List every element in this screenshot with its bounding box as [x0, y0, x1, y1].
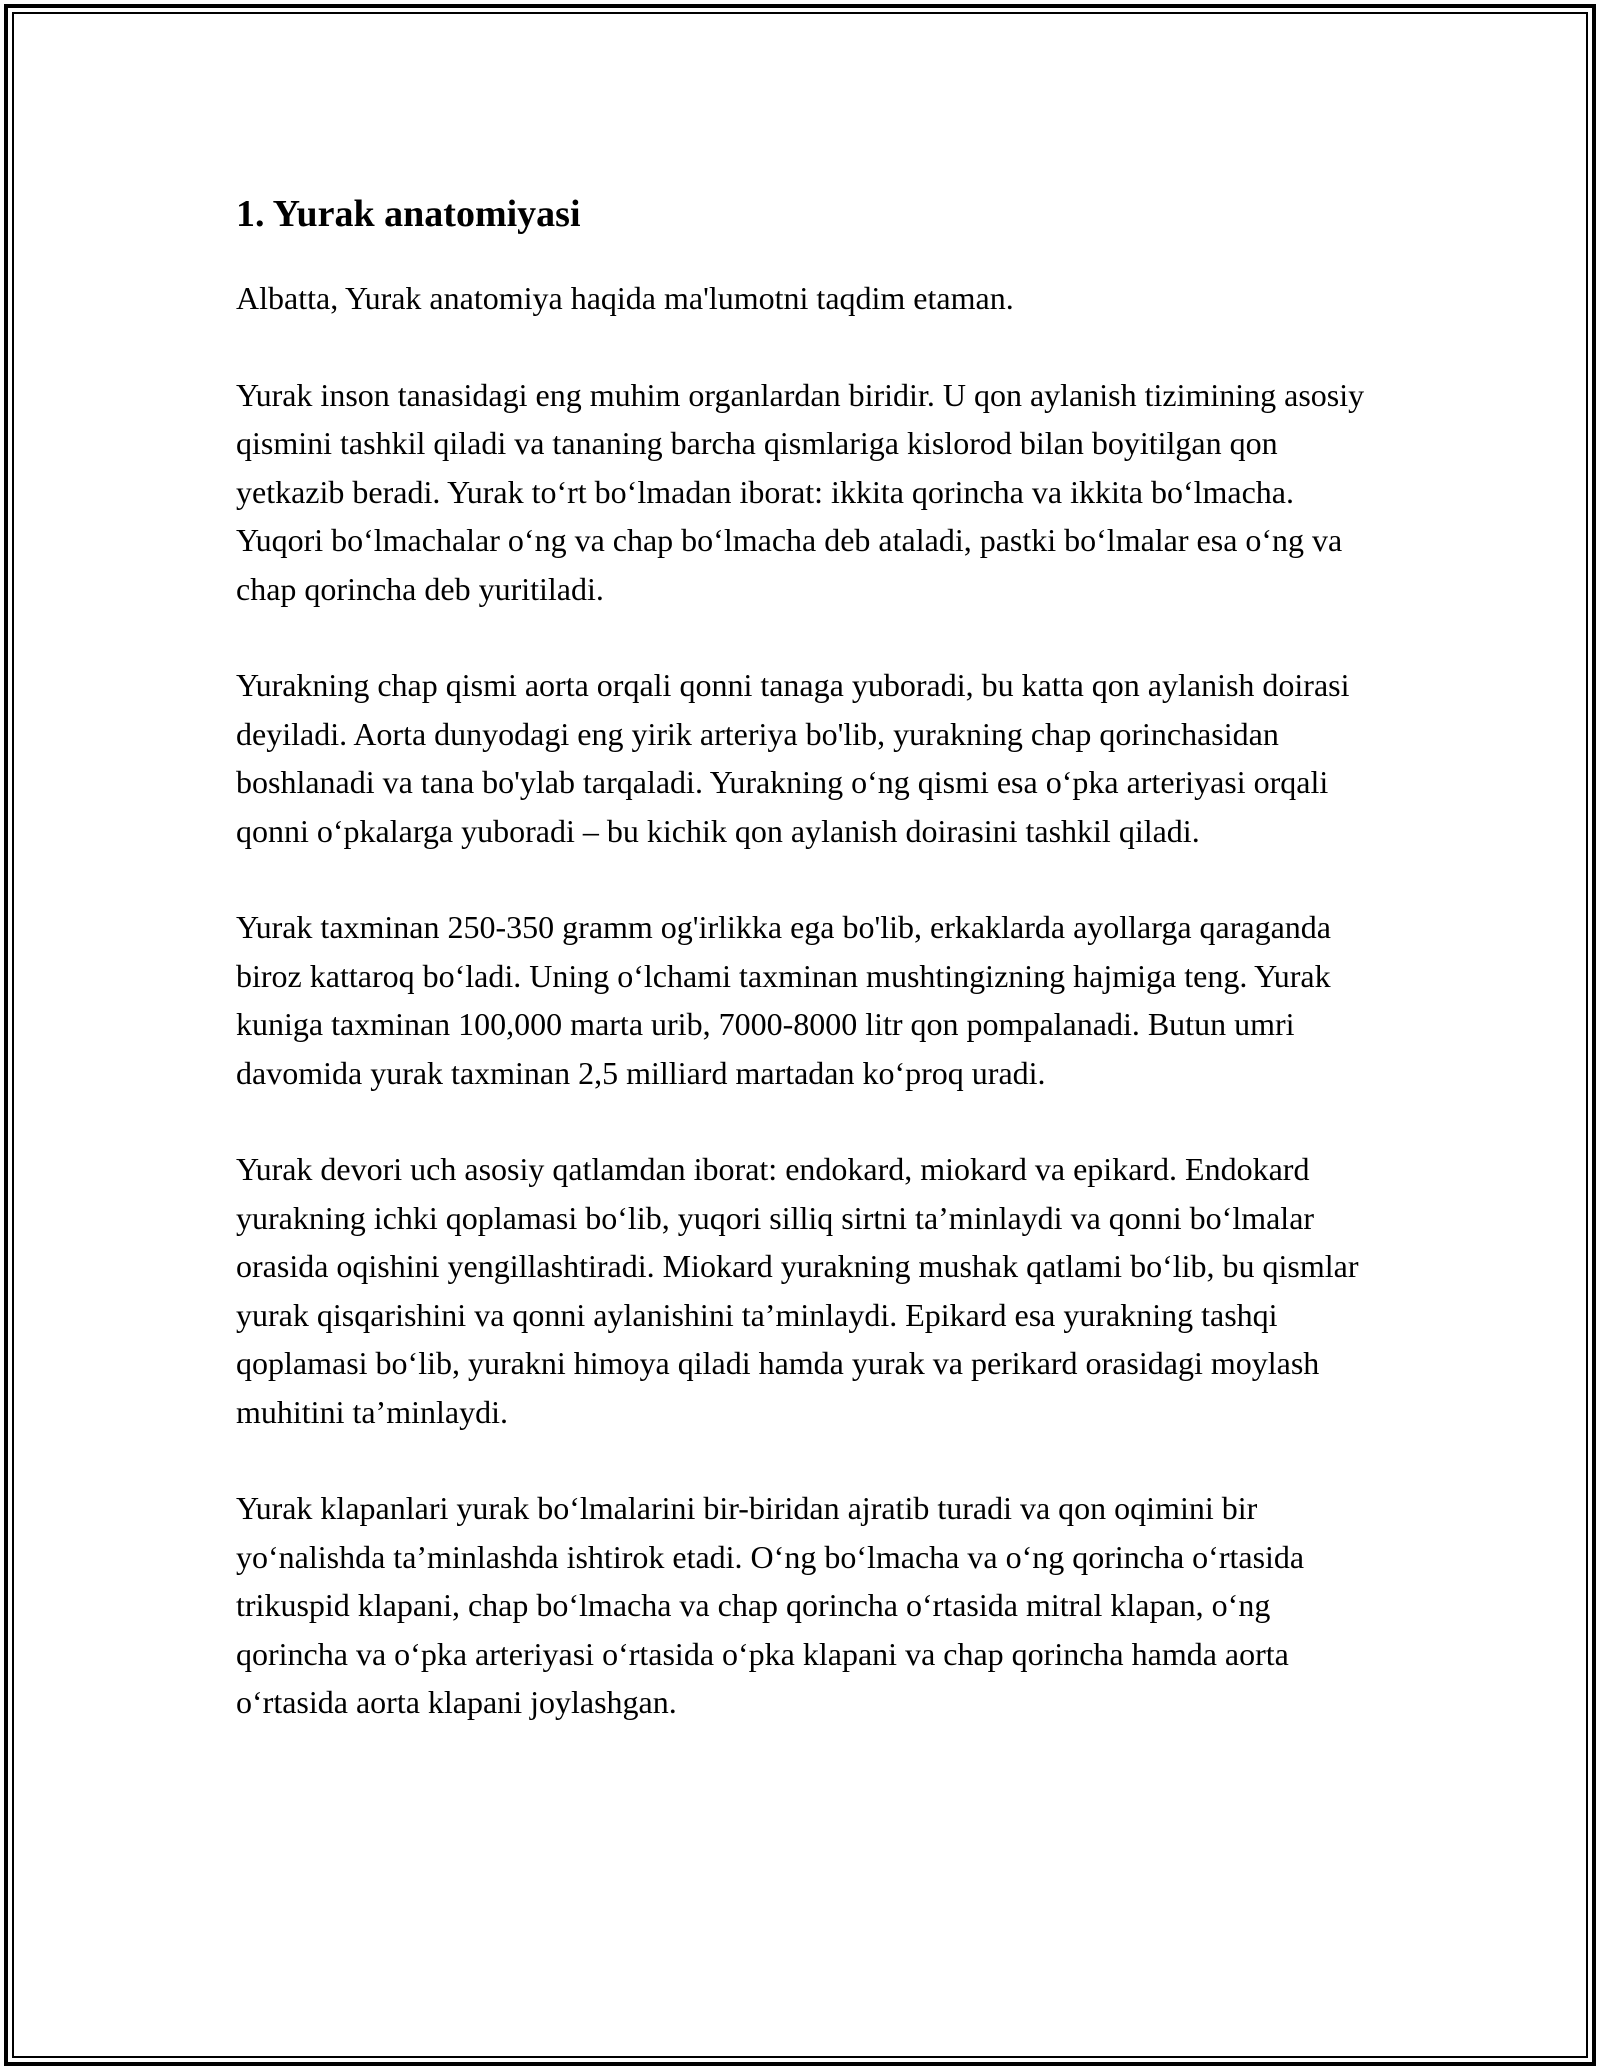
overview-paragraph: Yurak inson tanasidagi eng muhim organlardan biridir. U qon aylanish tizimining asosiy qismini tashkil qiladi va tananing barcha qismlariga kislorod bilan boyitilgan qon yetkazib beradi. Yurak to‘rt bo‘lmadan iborat: ikkita qorincha va ikkita bo‘lmacha. Yuqori bo‘lmachalar o‘ng va chap bo‘lmacha deb ataladi, pastki bo‘lmalar esa o‘ng va chap qorincha deb yuritiladi.: [236, 376, 1365, 607]
heart-valves-paragraph: Yurak klapanlari yurak bo‘lmalarini bir-biridan ajratib turadi va qon oqimini bir yo‘nalishda ta’minlashda ishtirok etadi. O‘ng bo‘lmacha va o‘ng qorincha o‘rtasida trikuspid klapani, chap bo‘lmacha va chap qorincha o‘rtasida mitral klapan, o‘ng qorincha va o‘pka arteriyasi o‘rtasida o‘pka klapani va chap qorincha hamda aorta o‘rtasida aorta klapani joylashgan.: [236, 1490, 1305, 1720]
document-body: [236, 186, 1366, 1727]
heart-wall-paragraph: Yurak devori uch asosiy qatlamdan iborat: endokard, miokard va epikard. Endokard yurakning ichki qoplamasi bo‘lib, yuqori silliq sirtni ta’minlaydi va qonni bo‘lmalar orasida oqishini yengillashtiradi. Miokard yurakning mushak qatlami bo‘lib, bu qismlar yurak qisqarishini va qonni aylanishini ta’minlaydi. Epikard esa yurakning tashqi qoplamasi bo‘lib, yurakni himoya qiladi hamda yurak va perikard orasidagi moylash muhitini ta’minlaydi.: [236, 1151, 1359, 1430]
circulation-paragraph: Yurakning chap qismi aorta orqali qonni tanaga yuboradi, bu katta qon aylanish doirasi deyiladi. Aorta dunyodagi eng yirik arteriya bo'lib, yurakning chap qorinchasidan boshlanadi va tana bo'ylab tarqaladi. Yurakning o‘ng qismi esa o‘pka arteriyasi orqali qonni o‘pkalarga yuboradi – bu kichik qon aylanish doirasini tashkil qiladi.: [236, 667, 1350, 849]
intro-paragraph: Albatta, Yurak anatomiya haqida ma'lumotni taqdim etaman.: [236, 280, 1014, 316]
size-weight-paragraph: Yurak taxminan 250-350 gramm og'irlikka ega bo'lib, erkaklarda ayollarga qaraganda biroz kattaroq bo‘ladi. Uning o‘lchami taxminan mushtingizning hajmiga teng. Yurak kuniga taxminan 100,000 marta urib, 7000-8000 litr qon pompalanadi. Butun umri davomida yurak taxminan 2,5 milliard martadan ko‘proq uradi.: [236, 909, 1331, 1091]
section-heading: 1. Yurak anatomiyasi: [236, 193, 581, 235]
